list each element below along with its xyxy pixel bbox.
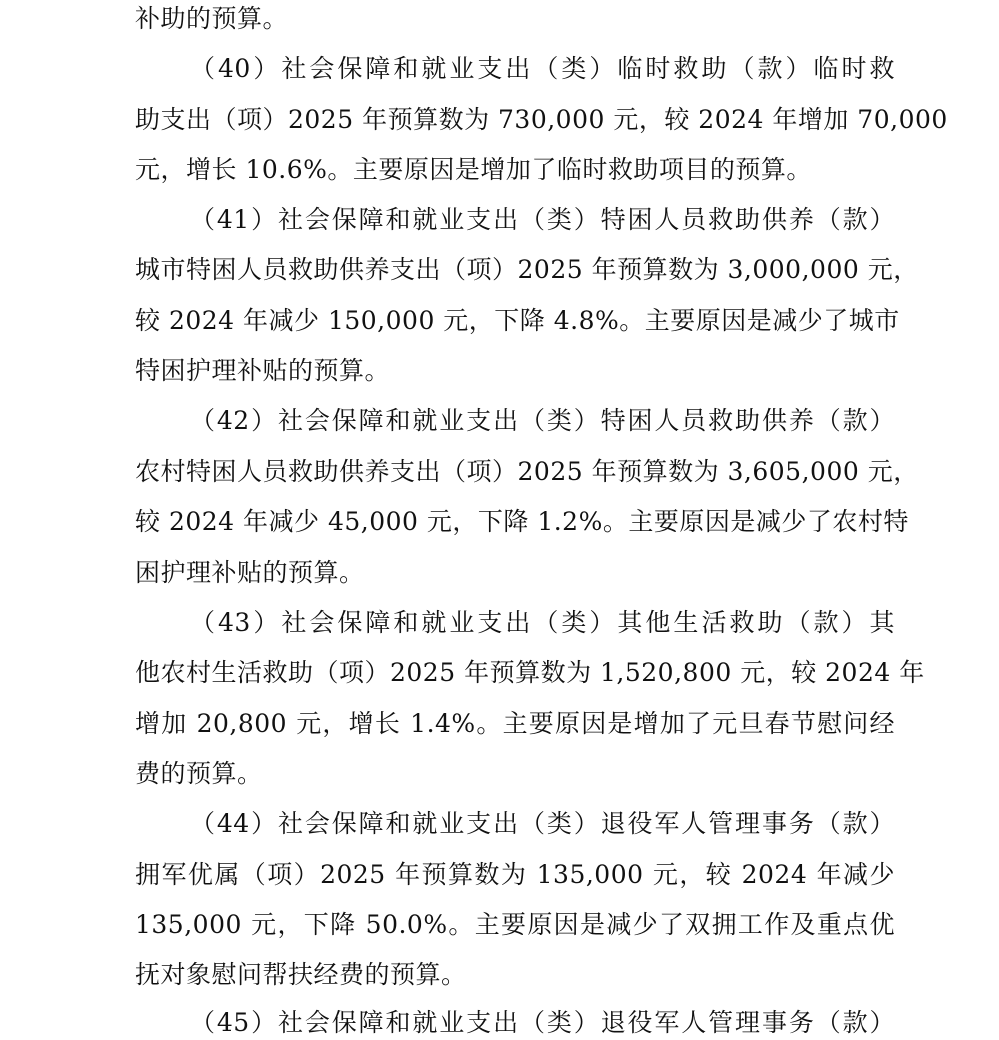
paragraph-44-line-4: 抚对象慰问帮扶经费的预算。 <box>135 960 467 989</box>
paragraph-42-line-3: 较 2024 年减少 45,000 元，下降 1.2%。主要原因是减少了农村特 <box>135 507 909 536</box>
paragraph-42-line-2: 农村特困人员救助供养支出（项）2025 年预算数为 3,605,000 元， <box>135 457 919 486</box>
paragraph-41-line-4: 特困护理补贴的预算。 <box>135 356 391 385</box>
paragraph-40-line-3: 元，增长 10.6%。主要原因是增加了临时救助项目的预算。 <box>135 155 812 184</box>
paragraph-43-line-2: 他农村生活救助（项）2025 年预算数为 1,520,800 元，较 2024 年 <box>135 658 925 687</box>
paragraph-45-line-1: （45）社会保障和就业支出（类）退役军人管理事务（款） <box>190 1008 895 1037</box>
paragraph-40-line-2: 助支出（项）2025 年预算数为 730,000 元，较 2024 年增加 70,000 <box>135 105 948 134</box>
text-line-1: 补助的预算。 <box>135 4 289 33</box>
paragraph-41-line-3: 较 2024 年减少 150,000 元，下降 4.8%。主要原因是减少了城市 <box>135 306 900 335</box>
paragraph-41-line-1: （41）社会保障和就业支出（类）特困人员救助供养（款） <box>190 205 895 234</box>
paragraph-42-line-4: 困护理补贴的预算。 <box>135 558 365 587</box>
paragraph-43-line-4: 费的预算。 <box>135 759 263 788</box>
paragraph-43-line-1: （43）社会保障和就业支出（类）其他生活救助（款）其 <box>190 608 895 637</box>
paragraph-43-line-3: 增加 20,800 元，增长 1.4%。主要原因是增加了元旦春节慰问经 <box>135 709 895 738</box>
paragraph-41-line-2: 城市特困人员救助供养支出（项）2025 年预算数为 3,000,000 元， <box>135 255 919 284</box>
paragraph-42-line-1: （42）社会保障和就业支出（类）特困人员救助供养（款） <box>190 406 895 435</box>
paragraph-44-line-2: 拥军优属（项）2025 年预算数为 135,000 元，较 2024 年减少 <box>135 860 895 889</box>
paragraph-44-line-3: 135,000 元，下降 50.0%。主要原因是减少了双拥工作及重点优 <box>135 910 895 939</box>
paragraph-40-line-1: （40）社会保障和就业支出（类）临时救助（款）临时救 <box>190 54 895 83</box>
paragraph-44-line-1: （44）社会保障和就业支出（类）退役军人管理事务（款） <box>190 809 895 838</box>
